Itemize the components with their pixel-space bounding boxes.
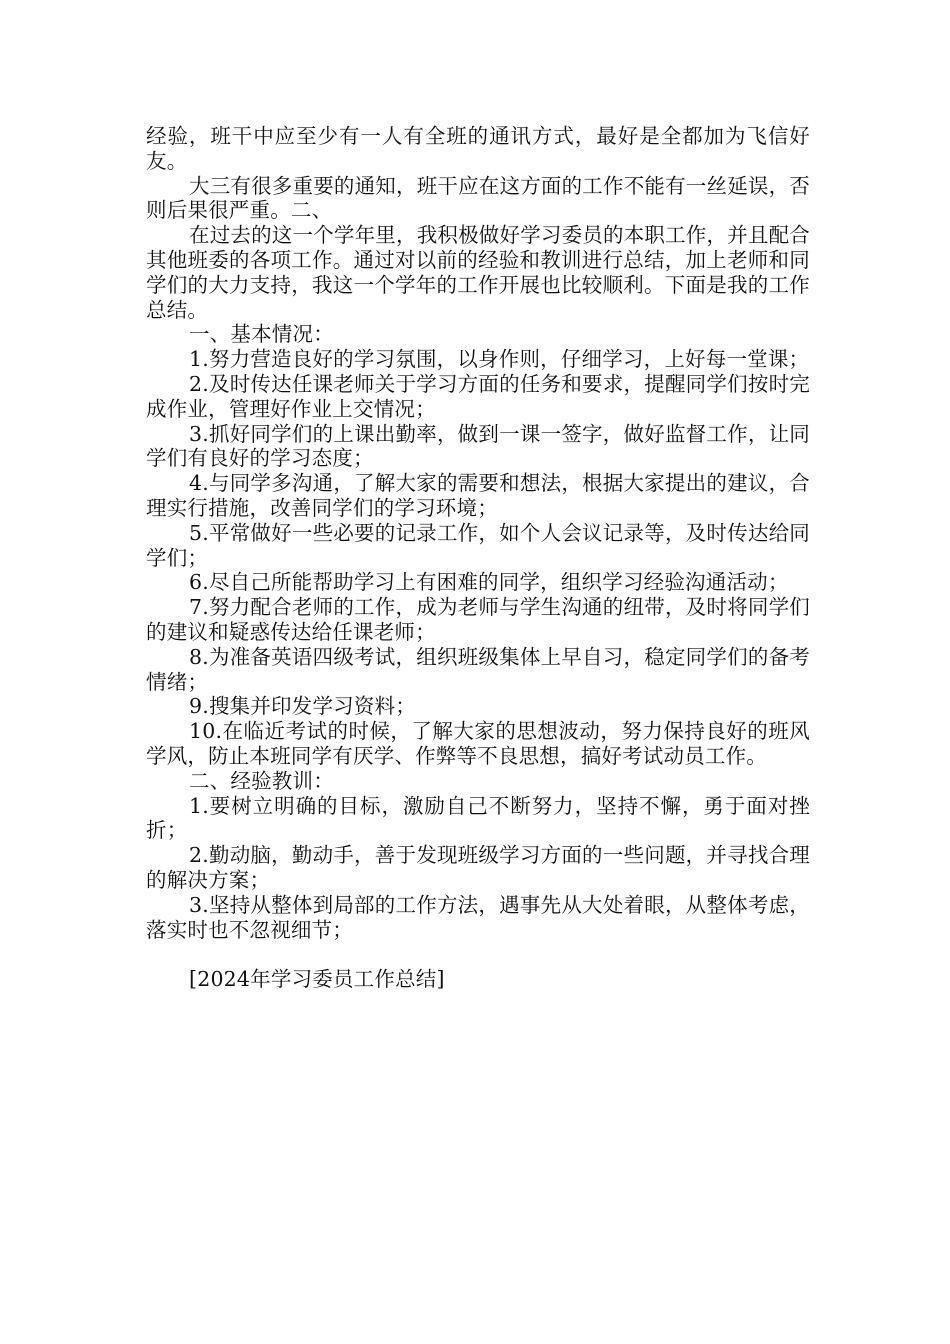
paragraph: 经验，班干中应至少有一人有全班的通讯方式，最好是全都加为飞信好友。 xyxy=(146,124,810,173)
list-item: 1.要树立明确的目标，激励自己不断努力，坚持不懈，勇于面对挫折； xyxy=(146,793,810,843)
list-item: 10.在临近考试的时候，了解大家的思想波动，努力保持良好的班风学风，防止本班同学有厌学、作弊等不良思想，搞好考试动员工作。 xyxy=(146,719,810,768)
document-footer-title: [2024年学习委员工作总结] xyxy=(189,967,445,992)
list-item: 6.尽自己所能帮助学习上有困难的同学，组织学习经验沟通活动； xyxy=(189,570,789,595)
list-item: 3.坚持从整体到局部的工作方法，遇事先从大处着眼，从整体考虑，落实时也不忽视细节； xyxy=(146,892,810,942)
blank-line xyxy=(146,942,810,967)
list-item: 9.搜集并印发学习资料； xyxy=(189,694,416,719)
list-item: 5.平常做好一些必要的记录工作，如个人会议记录等，及时传达给同学们； xyxy=(146,520,810,570)
paragraph: 在过去的这一个学年里，我积极做好学习委员的本职工作，并且配合其他班委的各项工作。通过对以前的经验和教训进行总结，加上老师和同学们的大力支持，我这一个学年的工作开展也比较顺利。下面是我的工作总结。 xyxy=(146,223,810,322)
list-item: 2.及时传达任课老师关于学习方面的任务和要求，提醒同学们按时完成作业，管理好作业上交情况； xyxy=(146,371,810,421)
list-item: 3.抓好同学们的上课出勤率，做到一课一签字，做好监督工作，让同学们有良好的学习态度； xyxy=(146,421,810,471)
document-body xyxy=(146,124,810,992)
list-item: 1.努力营造良好的学习氛围，以身作则，仔细学习，上好每一堂课； xyxy=(189,347,810,372)
list-item: 7.努力配合老师的工作，成为老师与学生沟通的纽带，及时将同学们的建议和疑惑传达给任课老师； xyxy=(146,595,810,644)
section-heading-lessons: 二、经验教训： xyxy=(189,768,334,793)
list-item: 4.与同学多沟通，了解大家的需要和想法，根据大家提出的建议，合理实行措施，改善同学们的学习环境； xyxy=(146,471,810,520)
paragraph: 大三有很多重要的通知，班干应在这方面的工作不能有一丝延误，否则后果很严重。二、 xyxy=(146,173,810,223)
list-item: 8.为准备英语四级考试，组织班级集体上早自习，稳定同学们的备考情绪； xyxy=(146,644,810,694)
list-item: 2.勤动脑，勤动手，善于发现班级学习方面的一些问题，并寻找合理的解决方案； xyxy=(146,843,810,892)
section-heading-basic: 一、基本情况： xyxy=(189,322,334,347)
